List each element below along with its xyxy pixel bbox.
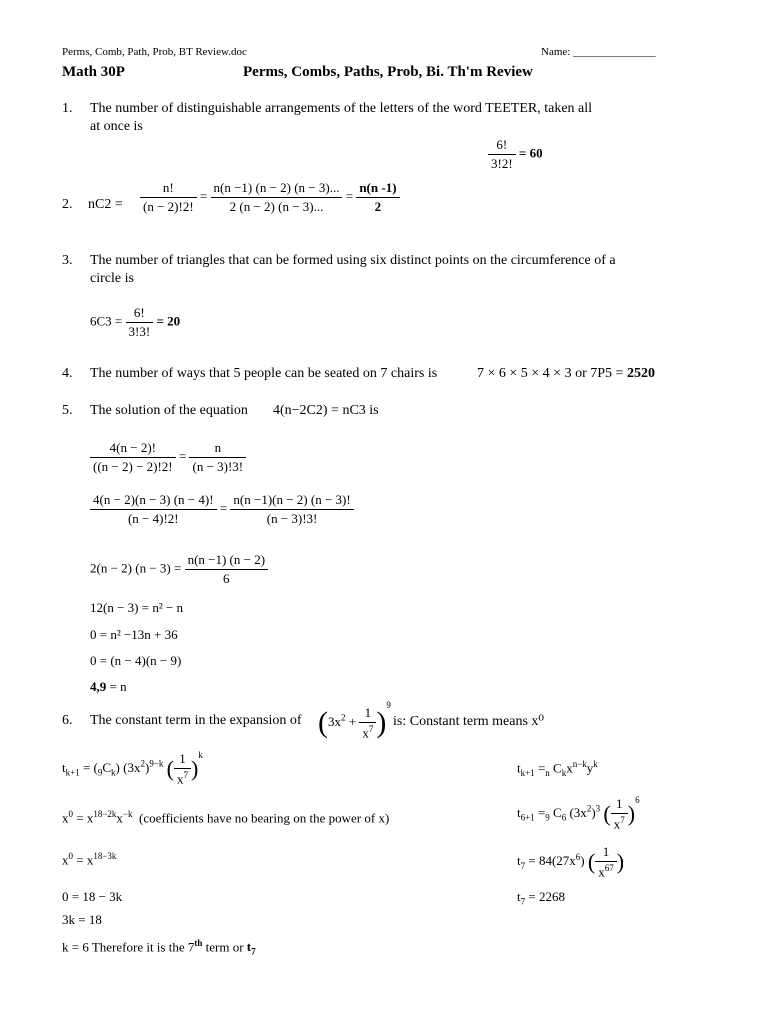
q1-result: = 60 [518, 145, 543, 161]
q5-step1-rfrac [189, 440, 246, 475]
q5-step2-rfrac [230, 492, 353, 527]
q2-frac1-den: (n − 2)!2! [143, 199, 194, 214]
q2-frac3-den: 2 [374, 199, 382, 214]
q5-number: 5. [62, 403, 73, 418]
q3-text-line2: circle is [90, 271, 134, 286]
q3-answer [90, 305, 180, 340]
q1-fraction-num: 6! [488, 137, 516, 155]
q4-expression [477, 366, 655, 382]
q5-step1-lfrac [90, 440, 176, 475]
q5-step7 [90, 679, 127, 695]
q5-step1 [90, 440, 246, 475]
q5-step2 [90, 492, 354, 527]
q5-step2-lnum: 4(n − 2)(n − 3) (n − 4)! [90, 492, 217, 510]
q6-is-text: is: Constant term means x⁰ [393, 714, 545, 729]
q5-step3 [90, 552, 268, 587]
q5-step3-num: n(n −1) (n − 2) [185, 552, 268, 570]
document-filename: Perms, Comb, Path, Prob, BT Review.doc [62, 46, 247, 58]
q5-solution-rest: = n [109, 679, 127, 694]
q3-number: 3. [62, 253, 73, 268]
q5-step2-eq: = [219, 500, 228, 516]
q6-power-eq: $x^0 = x^{18-2k}x^{-k}$ (coefficients have no bearing on the power of x) [62, 809, 390, 826]
q5-step2-rnum: n(n −1)(n − 2) (n − 3)! [230, 492, 353, 510]
q5-step2-lden: (n − 4)!2! [127, 511, 179, 526]
q1-fraction [488, 137, 516, 172]
q2-frac3 [356, 180, 399, 215]
q6-general-formula: $t_{k+1} =_n$ $C_kx^{n-k}y^k$ [517, 759, 598, 778]
q5-step3-den: 6 [223, 571, 230, 586]
q2-frac1-num: n! [140, 180, 197, 198]
q2-frac2 [211, 180, 343, 215]
q2-eq2: = [345, 188, 354, 204]
q5-text: The solution of the equation [90, 403, 248, 418]
q6-final-answer: $t_7 = 2268$ [517, 889, 565, 907]
q6-term-substitution: $t_{6+1} =_9$ $C_6$ $(3x^2)^3$ ( $\frac{1}{x^7}$ )$^6$ [517, 795, 640, 832]
page-title: Perms, Combs, Paths, Prob, Bi. Th'm Review [243, 64, 533, 80]
course-title: Math 30P [62, 64, 125, 80]
q2-lhs: nC2 = [88, 197, 123, 212]
q3-fraction-num: 6! [126, 305, 154, 323]
q2-frac2-num: n(n −1) (n − 2) (n − 3)... [211, 180, 343, 198]
name-label: Name: _______________ [541, 46, 656, 58]
q3-text-line1: The number of triangles that can be formed using six distinct points on the circumference of a [90, 253, 616, 268]
q6-conclusion-sup: th [194, 938, 203, 948]
q6-conclusion [62, 938, 256, 957]
q5-step6: 0 = (n − 4)(n − 9) [90, 653, 182, 668]
q2-frac1 [140, 180, 197, 215]
q6-general-term: $t_{k+1} = (_9C_k)$ $(3x^2)^{9-k}$ ( $\frac{1}{x^7}$ )$^k$ [62, 750, 203, 787]
q6-eq-3k: 3k = 18 [62, 912, 102, 927]
q4-number: 4. [62, 366, 73, 381]
q5-step2-lfrac [90, 492, 217, 527]
q5-step1-lnum: 4(n − 2)! [90, 440, 176, 458]
q6-coefficient-note: (coefficients have no bearing on the power of x) [139, 810, 390, 826]
q2-number: 2. [62, 197, 73, 212]
q6-eq-zero: 0 = 18 − 3k [62, 889, 123, 904]
q5-step1-eq: = [178, 448, 187, 464]
q6-number: 6. [62, 713, 73, 728]
q5-step1-rnum: n [189, 440, 246, 458]
q5-step3-lhs: 2(n − 2) (n − 3) = [90, 560, 182, 576]
q1-answer [488, 137, 543, 172]
q6-binomial-expression: ($3x^2$ + $\frac{1}{x^7}$ )$^9$ [318, 700, 391, 741]
q6-text: The constant term in the expansion of [90, 713, 302, 728]
q5-step4: 12(n − 3) = n² − n [90, 600, 184, 615]
q3-fraction [126, 305, 154, 340]
q3-fraction-den: 3!3! [128, 324, 151, 339]
q3-result: = 20 [156, 313, 181, 329]
q1-fraction-den: 3!2! [491, 156, 513, 171]
q5-equation: 4(n−2C2) = nC3 is [273, 403, 379, 418]
q5-step5: 0 = n² −13n + 36 [90, 627, 178, 642]
name-field-label [541, 46, 656, 58]
q2-frac3-num: n(n -1) [356, 180, 399, 198]
q6-conclusion-text: k = 6 Therefore it is the 7 [62, 939, 195, 955]
q2-eq1: = [199, 188, 208, 204]
q6-conclusion-term: $t_7$ [246, 939, 256, 957]
q6-conclusion-mid: term or [202, 939, 247, 955]
q4-result: 2520 [626, 366, 655, 381]
q1-text-line1: The number of distinguishable arrangements of the letters of the word TEETER, taken all [90, 101, 593, 116]
q5-solution: 4,9 [90, 679, 107, 694]
q4-expr: 7 × 6 × 5 × 4 × 3 or 7P5 = [477, 366, 624, 381]
q3-lhs: 6C3 = [90, 313, 123, 329]
q2-frac2-den: 2 (n − 2) (n − 3)... [229, 199, 324, 214]
q5-step2-rden: (n − 3)!3! [266, 511, 318, 526]
q2-derivation [140, 180, 400, 215]
q6-power-simplified: $x^0 = x^{18-3k}$ [62, 851, 117, 868]
q6-term-simplified: $t_7 = 84(27x^6)$ ( $\frac{1}{x^{67}}$ ) [517, 844, 625, 880]
q1-text-line2: at once is [90, 119, 143, 134]
q1-number: 1. [62, 101, 73, 116]
q5-step1-rden: (n − 3)!3! [192, 459, 244, 474]
q4-text: The number of ways that 5 people can be seated on 7 chairs is [90, 366, 438, 381]
q5-step3-frac [185, 552, 268, 587]
q5-step1-lden: ((n − 2) − 2)!2! [93, 459, 173, 474]
